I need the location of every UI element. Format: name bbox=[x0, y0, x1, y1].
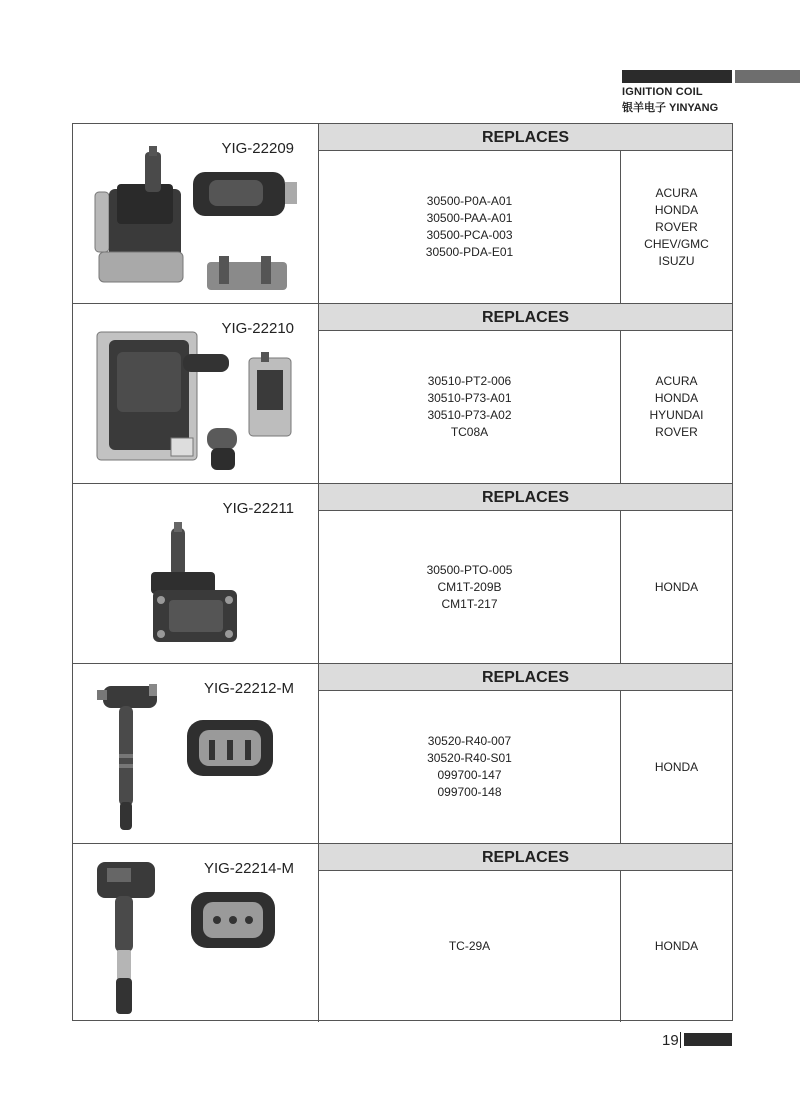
brand-name: 银羊电子 YINYANG bbox=[622, 102, 719, 114]
product-row bbox=[73, 304, 732, 484]
part-numbers bbox=[319, 691, 621, 843]
replaces-header: REPLACES bbox=[319, 844, 732, 871]
part-number: CM1T-217 bbox=[441, 596, 498, 611]
vehicle-make: HONDA bbox=[654, 579, 699, 594]
product-row bbox=[73, 484, 732, 664]
part-numbers bbox=[319, 151, 621, 303]
model-number: YIG-22212-M bbox=[203, 680, 294, 697]
replaces-header: REPLACES bbox=[319, 304, 732, 331]
vehicle-make: HONDA bbox=[654, 391, 699, 405]
part-numbers bbox=[319, 331, 621, 483]
replaces-header: REPLACES bbox=[319, 124, 732, 151]
part-number: TC-29A bbox=[448, 939, 491, 953]
section-title: IGNITION COIL bbox=[622, 86, 703, 98]
part-number: 30520-R40-007 bbox=[427, 734, 512, 748]
vehicle-makes bbox=[621, 331, 732, 483]
page-number: 19 bbox=[662, 1032, 679, 1049]
part-number: 30510-PT2-006 bbox=[427, 374, 512, 388]
product-image-cell bbox=[73, 124, 319, 303]
part-number: 30500-PAA-A01 bbox=[426, 211, 513, 225]
part-number: 30500-PCA-003 bbox=[426, 228, 513, 242]
model-number: YIG-22214-M bbox=[203, 860, 294, 877]
vehicle-make: CHEV/GMC bbox=[644, 236, 709, 251]
model-number: YIG-22211 bbox=[222, 500, 294, 517]
product-row bbox=[73, 124, 732, 304]
part-number: CM1T-209B bbox=[437, 579, 502, 594]
vehicle-makes bbox=[621, 511, 732, 663]
footer-bar bbox=[684, 1033, 732, 1046]
vehicle-makes bbox=[621, 151, 732, 303]
product-row bbox=[73, 844, 732, 1022]
catalog-table bbox=[72, 123, 733, 1021]
product-row bbox=[73, 664, 732, 844]
part-number: 30500-P0A-A01 bbox=[426, 194, 513, 208]
product-image-cell bbox=[73, 304, 319, 483]
vehicle-makes bbox=[621, 691, 732, 843]
replaces-header: REPLACES bbox=[319, 484, 732, 511]
vehicle-makes bbox=[621, 871, 732, 1022]
replaces-header: REPLACES bbox=[319, 664, 732, 691]
product-image-cell bbox=[73, 664, 319, 843]
part-number: 30500-PTO-005 bbox=[426, 562, 513, 577]
part-numbers bbox=[319, 511, 621, 663]
vehicle-make: HYUNDAI bbox=[649, 408, 704, 422]
part-numbers bbox=[319, 871, 621, 1022]
vehicle-make: ROVER bbox=[655, 425, 698, 439]
model-number: YIG-22210 bbox=[221, 320, 294, 337]
part-number: 30500-PDA-E01 bbox=[425, 245, 514, 259]
page-number-divider bbox=[680, 1032, 681, 1048]
product-image-cell bbox=[73, 484, 319, 663]
vehicle-make: ROVER bbox=[655, 219, 698, 234]
part-number: TC08A bbox=[450, 425, 489, 439]
vehicle-make: HONDA bbox=[654, 202, 699, 217]
part-number: 099700-148 bbox=[437, 785, 502, 799]
vehicle-make: ACURA bbox=[655, 374, 698, 388]
part-number: 30510-P73-A01 bbox=[427, 391, 512, 405]
header-bar-dark bbox=[622, 70, 732, 83]
vehicle-make: ISUZU bbox=[658, 253, 695, 268]
vehicle-make: HONDA bbox=[654, 939, 699, 953]
product-image-cell bbox=[73, 844, 319, 1022]
vehicle-make: ACURA bbox=[655, 185, 698, 200]
vehicle-make: HONDA bbox=[654, 759, 699, 774]
model-number: YIG-22209 bbox=[221, 140, 294, 157]
part-number: 30510-P73-A02 bbox=[427, 408, 512, 422]
part-number: 30520-R40-S01 bbox=[427, 751, 512, 765]
header-bar-grey bbox=[735, 70, 800, 83]
part-number: 099700-147 bbox=[437, 768, 502, 782]
